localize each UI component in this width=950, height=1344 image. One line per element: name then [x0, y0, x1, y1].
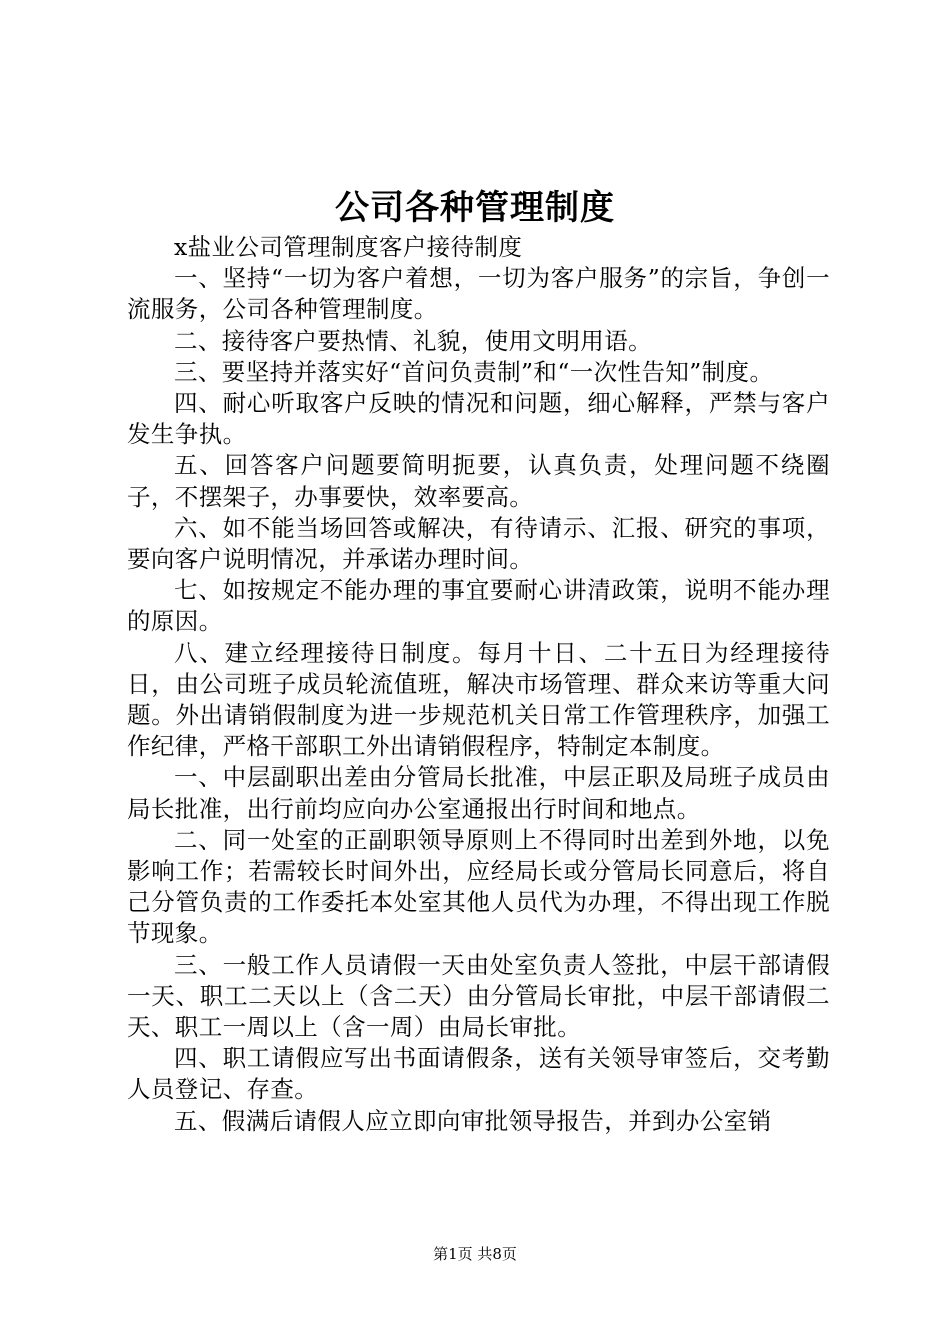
- paragraph: 五、回答客户问题要简明扼要，认真负责，处理问题不绕圈子，不摆架子，办事要快，效率要高。: [127, 451, 830, 511]
- paragraph: 五、假满后请假人应立即向审批领导报告，并到办公室销: [174, 1106, 772, 1135]
- paragraph-heading: x盐业公司管理制度客户接待制度: [174, 233, 523, 261]
- document-title: 公司各种管理制度: [335, 188, 615, 228]
- paragraph: 一、中层副职出差由分管局长批准，中层正职及局班子成员由局长批准，出行前均应向办公室通报出行时间和地点。: [127, 763, 830, 823]
- paragraph: 二、接待客户要热情、礼貌，使用文明用语。: [174, 326, 652, 355]
- document-body: [127, 232, 830, 1137]
- page-footer: 第1页 共8页: [433, 1245, 517, 1263]
- paragraph: 四、耐心听取客户反映的情况和问题，细心解释，严禁与客户发生争执。: [127, 389, 830, 449]
- paragraph: 二、同一处室的正副职领导原则上不得同时出差到外地，以免影响工作；若需较长时间外出，应经局长或分管局长同意后，将自己分管负责的工作委托本处室其他人员代为办理，不得出现工作脱节现象。: [127, 825, 830, 948]
- paragraph: 三、一般工作人员请假一天由处室负责人签批，中层干部请假一天、职工二天以上（含二天）由分管局长审批，中层干部请假二天、职工一周以上（含一周）由局长审批。: [127, 950, 830, 1042]
- paragraph: 八、建立经理接待日制度。每月十日、二十五日为经理接待日，由公司班子成员轮流值班，解决市场管理、群众来访等重大问题。外出请销假制度为进一步规范机关日常工作管理秩序，加强工作纪律，严格干部职工外出请销假程序，特制定本制度。: [127, 638, 830, 761]
- paragraph: 三、要坚持并落实好“首问负责制”和“一次性告知”制度。: [174, 357, 774, 386]
- paragraph: 一、坚持“一切为客户着想，一切为客户服务”的宗旨，争创一流服务，公司各种管理制度。: [127, 264, 830, 324]
- paragraph: 六、如不能当场回答或解决，有待请示、汇报、研究的事项，要向客户说明情况，并承诺办理时间。: [127, 513, 830, 574]
- paragraph: 四、职工请假应写出书面请假条，送有关领导审签后，交考勤人员登记、存查。: [127, 1044, 830, 1104]
- paragraph: 七、如按规定不能办理的事宜要耐心讲清政策，说明不能办理的原因。: [127, 576, 830, 636]
